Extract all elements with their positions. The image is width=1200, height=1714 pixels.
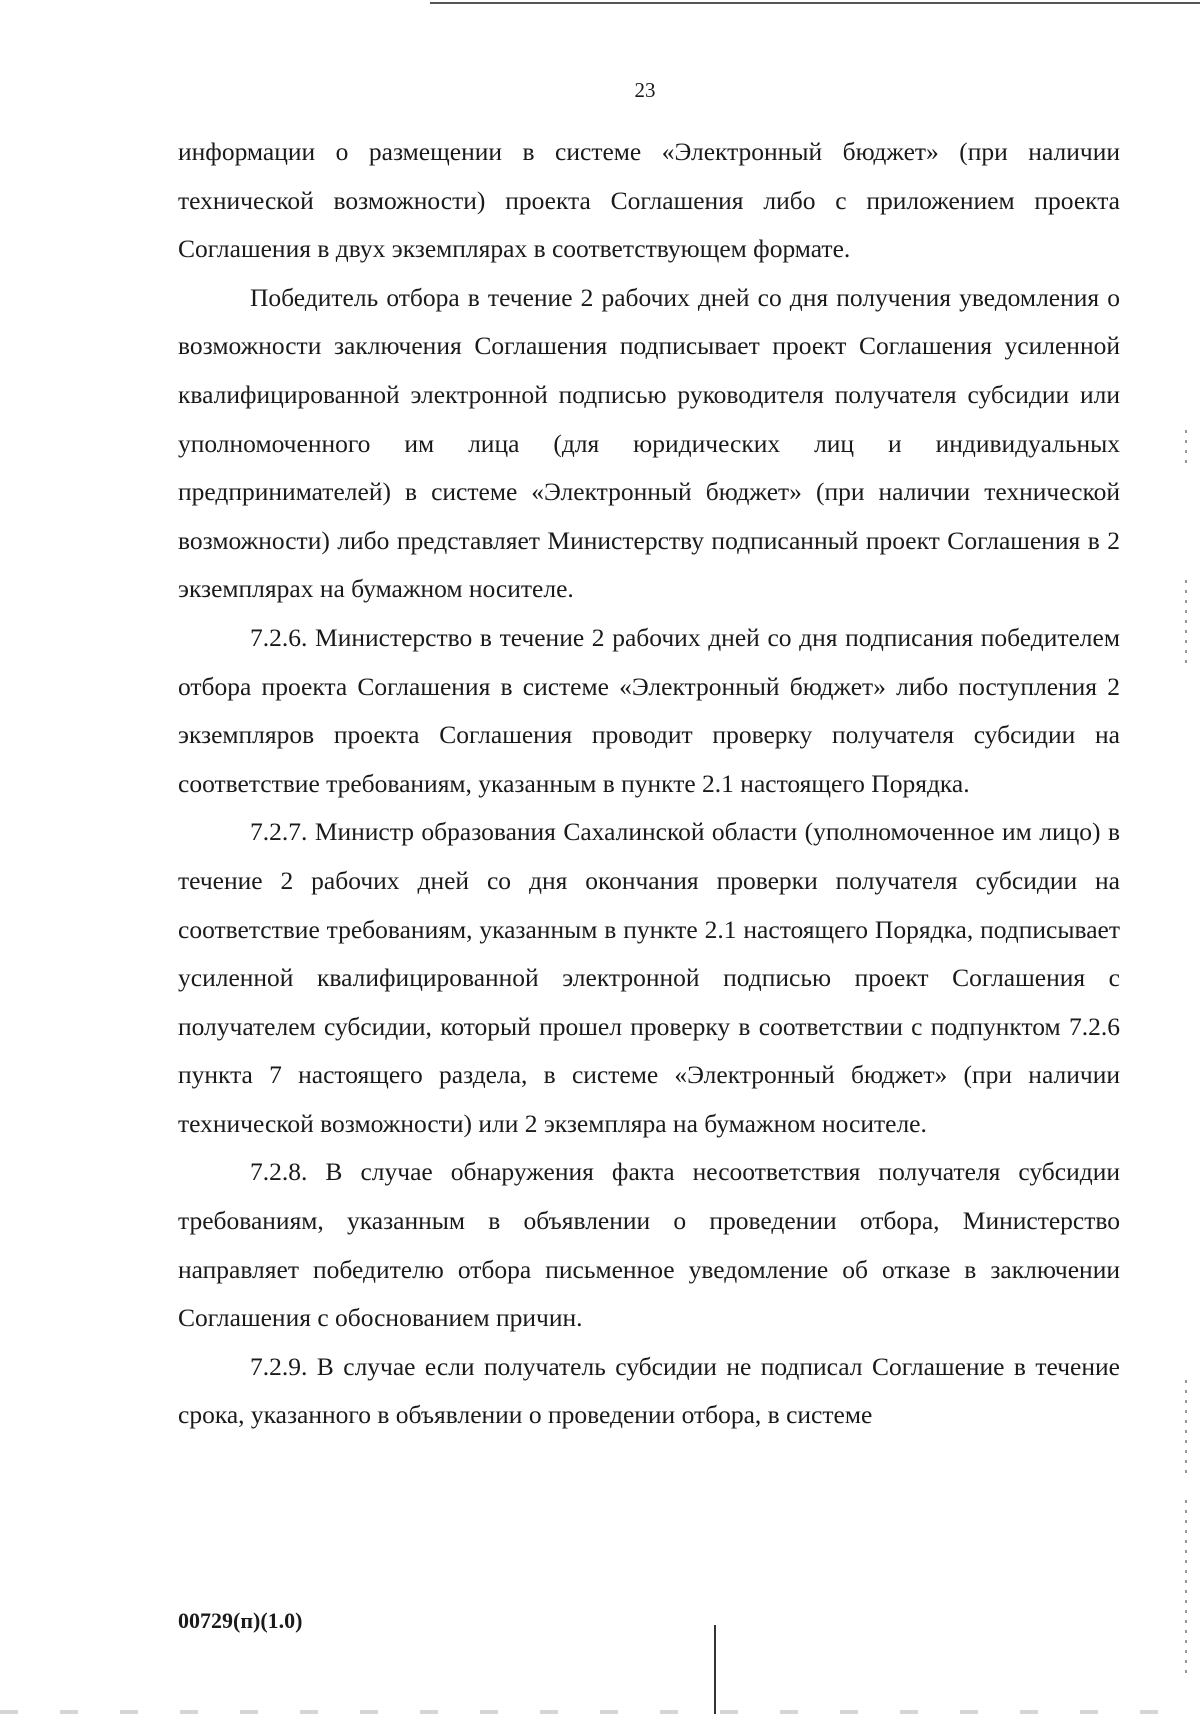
document-code: 00729(п)(1.0): [178, 1608, 303, 1633]
scan-artifact-line: [714, 1625, 716, 1714]
scan-artifact-bottom: [0, 1710, 1200, 1714]
paragraph-7-2-9: 7.2.9. В случае если получатель субсидии не подписал Соглашение в течение срока, указанного в объявлении о проведении отбора, в системе: [178, 1351, 1120, 1430]
document-body: [178, 128, 1120, 1440]
paragraph-7-2-7: 7.2.7. Министр образования Сахалинской области (уполномоченное им лицо) в течение 2 рабочих дней со дня окончания проверки получателя субсидии на соответствие требованиям, указанным в пункте 2.1 настоящего Порядка, подписывает усиленной квалифицированной электронной подписью проект Соглашения с получателем субсидии, который прошел проверку в соответствии с подпунктом 7.2.6 пункта 7 настоящего раздела, в системе «Электронный бюджет» (при наличии технической возможности) или 2 экземпляра на бумажном носителе.: [178, 817, 1120, 1138]
page-number: 23: [634, 78, 656, 102]
scan-artifact-dots: [1185, 580, 1187, 670]
scan-artifact-dots: [1185, 1380, 1187, 1480]
scan-artifact-dots: [1185, 1500, 1187, 1680]
paragraph-7-2-8: 7.2.8. В случае обнаружения факта несоответствия получателя субсидии требованиям, указанным в объявлении о проведении отбора, Министерство направляет победителю отбора письменное уведомление об отказе в заключении Соглашения с обоснованием причин.: [178, 1157, 1120, 1333]
scan-artifact-dots: [1185, 430, 1187, 470]
paragraph-7-2-6: 7.2.6. Министерство в течение 2 рабочих дней со дня подписания победителем отбора проекта Соглашения в системе «Электронный бюджет» либо поступления 2 экземпляров проекта Соглашения проводит проверку получателя субсидии на соответствие требованиям, указанным в пункте 2.1 настоящего Порядка.: [178, 622, 1120, 798]
top-scan-rule: [430, 2, 1200, 4]
paragraph-winner-signing: Победитель отбора в течение 2 рабочих дней со дня получения уведомления о возможности заключения Соглашения подписывает проект Соглашения усиленной квалифицированной электронной подписью руководителя получателя субсидии или уполномоченного им лица (для юридических лиц и индивидуальных предпринимателей) в системе «Электронный бюджет» (при наличии технической возможности) либо представляет Министерству подписанный проект Соглашения в 2 экземплярах на бумажном носителе.: [178, 282, 1120, 604]
paragraph-continuation: информации о размещении в системе «Электронный бюджет» (при наличии технической возможности) проекта Соглашения либо с приложением проекта Соглашения в двух экземплярах в соответствующем формате.: [178, 137, 1120, 264]
